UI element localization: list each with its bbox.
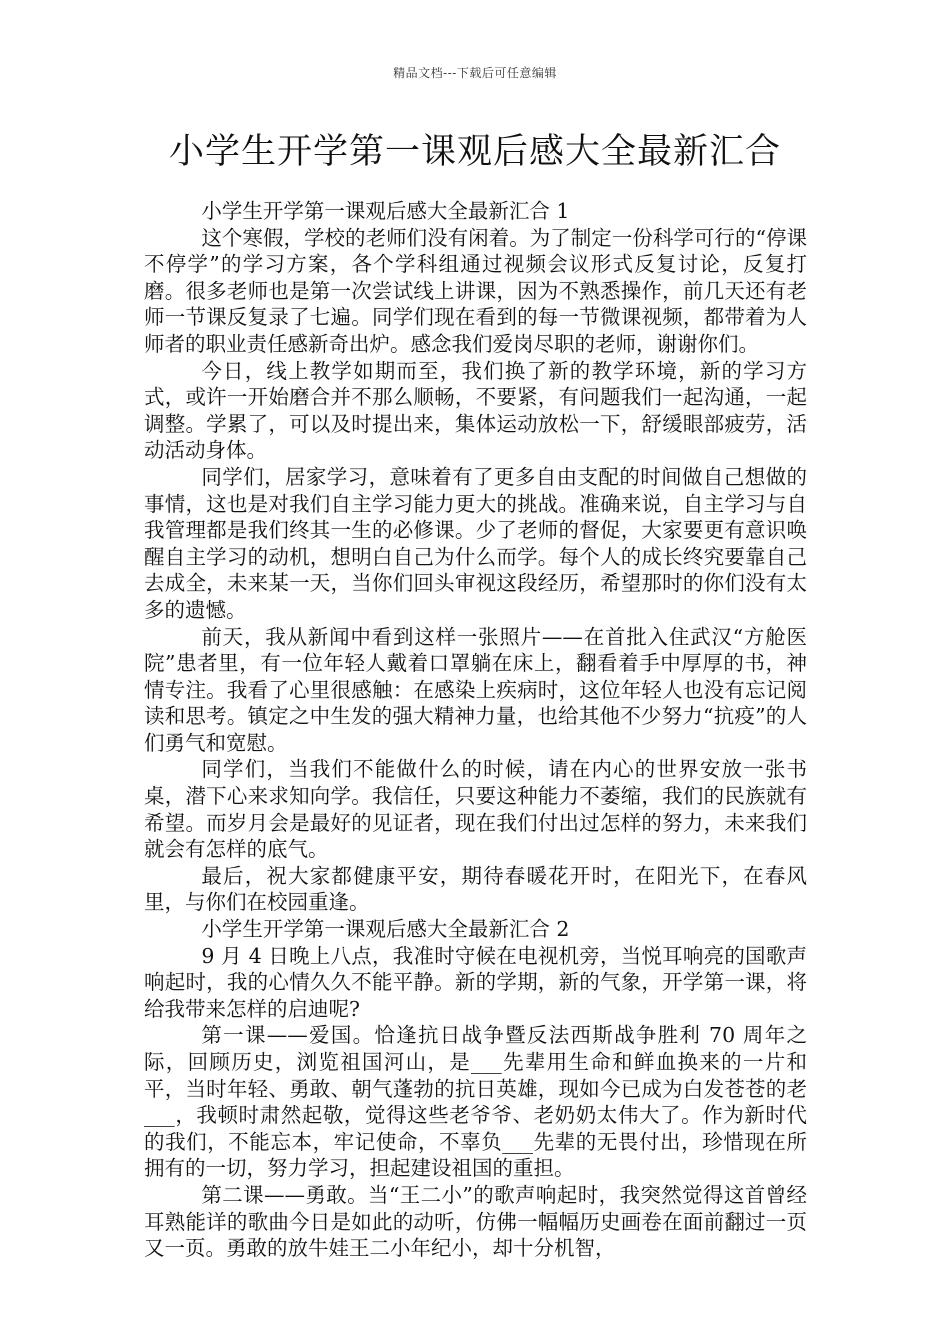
paragraph: 这个寒假，学校的老师们没有闲着。为了制定一份科学可行的“停课不停学”的学习方案，各个学科组通过视频会议形式反复讨论，反复打磨。很多老师也是第一次尝试线上讲课，因为不熟悉操作，前几天还有老师一节课反复录了七遍。同学们现在看到的每一节微课视频，都带着为人师者的职业责任感新奇出炉。感念我们爱岗尽职的老师，谢谢你们。	[144, 225, 807, 356]
paragraph: 第一课——爱国。恰逢抗日战争暨反法西斯战争胜利 70 周年之际，回顾历史，浏览祖国河山，是___先辈用生命和鲜血换来的一片和平，当时年轻、勇敢、朝气蓬勃的抗日英雄，现如今已成为白发苍苍的老___，我顿时肃然起敬，觉得这些老爷爷、老奶奶太伟大了。作为新时代的我们，不能忘本，牢记使命，不辜负___先辈的无畏付出，珍惜现在所拥有的一切，努力学习，担起建设祖国的重担。	[144, 1023, 807, 1181]
section-heading-2: 小学生开学第一课观后感大全最新汇合 2	[201, 917, 570, 942]
paragraph: 今日，线上教学如期而至，我们换了新的教学环境，新的学习方式，或许一开始磨合并不那么顺畅，不要紧，有问题我们一起沟通，一起调整。学累了，可以及时提出来，集体运动放松一下，舒缓眼部疲劳，活动活动身体。	[144, 358, 807, 463]
header-note: 精品文档---下载后可任意编辑	[393, 66, 557, 80]
paragraph: 同学们，当我们不能做什么的时候，请在内心的世界安放一张书桌，潜下心来求知向学。我信任，只要这种能力不萎缩，我们的民族就有希望。而岁月会是最好的见证者，现在我们付出过怎样的努力，未来我们就会有怎样的底气。	[144, 757, 807, 862]
paragraph: 9 月 4 日晚上八点，我准时守候在电视机旁，当悦耳响亮的国歌声响起时，我的心情久久不能平静。新的学期，新的气象，开学第一课，将给我带来怎样的启迪呢?	[144, 943, 807, 1021]
paragraph: 第二课——勇敢。当“王二小”的歌声响起时，我突然觉得这首曾经耳熟能详的歌曲今日是如此的动听，仿佛一幅幅历史画卷在面前翻过一页又一页。勇敢的放牛娃王二小年纪小，却十分机智，	[144, 1182, 807, 1261]
paragraph: 同学们，居家学习，意味着有了更多自由支配的时间做自己想做的事情，这也是对我们自主学习能力更大的挑战。准确来说，自主学习与自我管理都是我们终其一生的必修课。少了老师的督促，大家要更有意识唤醒自主学习的动机，想明白自己为什么而学。每个人的成长终究要靠自己去成全，未来某一天，当你们回头审视这段经历，希望那时的你们没有太多的遗憾。	[144, 464, 807, 622]
document-body	[144, 198, 807, 1262]
document-title: 小学生开学第一课观后感大全最新汇合	[168, 132, 781, 172]
paragraph: 最后，祝大家都健康平安，期待春暖花开时，在阳光下，在春风里，与你们在校园重逢。	[144, 863, 807, 915]
paragraph: 前天，我从新闻中看到这样一张照片——在首批入住武汉“方舱医院”患者里，有一位年轻人戴着口罩躺在床上，翻看着手中厚厚的书，神情专注。我看了心里很感触：在感染上疾病时，这位年轻人也没有忘记阅读和思考。镇定之中生发的强大精神力量，也给其他不少努力“抗疫”的人们勇气和宽慰。	[144, 624, 807, 755]
section-heading-1: 小学生开学第一课观后感大全最新汇合 1	[201, 199, 570, 223]
